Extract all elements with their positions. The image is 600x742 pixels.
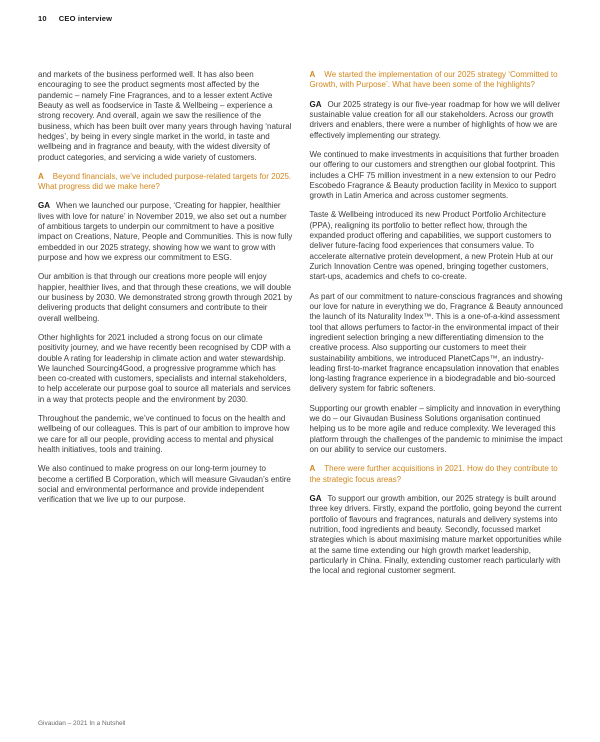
block-text: Other highlights for 2021 included a strong focus on our climate positivity journey, and we have recently been recognised by CDP with a double A rating for leadership in climate action and water stewardship. We launched Sourcing4Good, a progressive programme which has been co-created with customers, specialists and internal stakeholders, to help accelerate our purpose goal to source all materials and services in a way that protects people and the environment by 2030.: [38, 332, 291, 404]
paragraph: [38, 70, 293, 163]
block-text: As part of our commitment to nature-conscious fragrances and showing our love for nature in everything we do, Fragrance & Beauty announced the launch of its Naturality Index™. This is a one-of-a-kind assessment tool that allows perfumers to factor-in the environmental impact of their ingredient selection bringing a new differentiating dimension to the creative process. Also supporting our customers to meet their sustainability ambitions, we introduced PlanetCaps™, an industry-leading first-to-market fragrance encapsulation innovation that enables long-lasting fragrance experience in a biodegradable and bio-sourced delivery system for fabric softeners.: [309, 291, 563, 394]
block-text: There were further acquisitions in 2021. How do they contribute to the strategic focus areas?: [309, 464, 558, 484]
block-text: Supporting our growth enabler – simplicity and innovation in everything we do – our Givaudan Business Solutions organisation continued helping us to be more agile and reduce complexity. We leveraged this platform through the challenges of the pandemic to minimise the impact on our ability to service our customers.: [309, 403, 563, 454]
interview-question: [310, 70, 565, 91]
paragraph: [38, 272, 293, 324]
block-text: We started the implementation of our 2025 strategy ‘Committed to Growth, with Purpose’. What have been some of the highlights?: [309, 70, 558, 90]
answer-label: GA: [38, 201, 50, 211]
block-text: Throughout the pandemic, we’ve continued to focus on the health and wellbeing of our colleagues. This is part of our ambition to improve how we care for all our people, providing access to mental and physical health initiatives, tools and training.: [38, 414, 290, 454]
question-label: A: [309, 70, 316, 79]
interview-answer: [310, 100, 565, 141]
left-column: [38, 70, 293, 585]
page-header: [38, 14, 112, 23]
page-number: 10: [38, 14, 47, 23]
block-text: and markets of the business performed well. It has also been encouraging to see the product segments most affected by the pandemic – namely Fine Fragrances, and to a lesser extent Active Beauty as well as foodservice in Taste & Wellbeing – experience a strong recovery. And overall, again we saw the resilience of the business, which has been built over many years through having ‘natural hedges’, by being in every single market in the world, in taste and wellbeing and in fragrance and beauty, with the widest diversity of product categories, and servicing a wide variety of customers.: [38, 70, 292, 162]
block-text: We also continued to make progress on our long-term journey to become a certified B Corporation, which will measure Givaudan’s entire social and environmental performance and provide independent verification that we live up to our purpose.: [38, 464, 291, 505]
interview-answer: [38, 201, 293, 263]
right-column: [310, 70, 565, 585]
content-columns: [38, 70, 564, 585]
block-text: To support our growth ambition, our 2025 strategy is built around three key drivers. Firstly, expand the portfolio, going beyond the current portfolio of flavours and fragrances, naturals and delivery systems into nutrition, food ingredients and beauty. Secondly, focussed market strategies which is about maximising mature market opportunities while at the same time extending our high growth market leadership, particularly in China. Finally, extending customer reach particularly with the local and regional customer segment.: [309, 493, 562, 576]
paragraph: [38, 464, 293, 505]
answer-label: GA: [309, 99, 322, 109]
answer-label: GA: [309, 493, 322, 503]
paragraph: [38, 414, 293, 455]
block-text: Our ambition is that through our creations more people will enjoy happier, healthier lives, and that through these creations, we will double our business by 2030. We demonstrated strong growth through 2021 by delivering products that delight consumers and contribute to their overall wellbeing.: [38, 272, 293, 323]
page-footer: [38, 720, 125, 727]
paragraph: [38, 333, 293, 405]
interview-question: [38, 172, 293, 193]
footer-text: Givaudan – 2021 In a Nutshell: [38, 720, 126, 727]
block-text: When we launched our purpose, ‘Creating for happier, healthier lives with love for nature’ in November 2019, we also set out a number of ambitious targets to underpin our commitment to have a positive impact on Creations, Nature, People and Communities. This is now fully embedded in our 2025 strategy, showing how we want to grow with purpose and how we express our commitment to ESG.: [38, 201, 293, 262]
block-text: Taste & Wellbeing introduced its new Product Portfolio Architecture (PPA), realigning its portfolio to better reflect how, through the expanded product offering and capabilities, we support customers to deliver future-facing food experiences that consumers value. To accelerate alternative protein development, a new Protein Hub at our Zurich Innovation Centre was opened, bringing together customers, start-ups, academics and chefs to co-create.: [309, 210, 554, 282]
section-title: CEO interview: [58, 14, 113, 23]
question-label: A: [309, 464, 316, 474]
block-text: Our 2025 strategy is our five-year roadmap for how we will deliver sustainable value creation for all our stakeholders. Across our growth drivers and enablers, there were a number of highlights of how we are effectively implementing our strategy.: [309, 99, 561, 140]
block-text: Beyond financials, we’ve included purpose-related targets for 2025. What progress did we make here?: [38, 171, 292, 192]
paragraph: [310, 150, 565, 202]
paragraph: [310, 210, 565, 282]
paragraph: [310, 292, 565, 395]
block-text: We continued to make investments in acquisitions that further broaden our offering to our customers and strengthen our global footprint. This includes a CHF 75 million investment in a new extension to our Pedro Escobedo Fragrance & Beauty production facility in Mexico to support growth in Latin America and across customer segments.: [309, 149, 559, 201]
interview-answer: [310, 494, 565, 577]
interview-question: [310, 464, 565, 485]
paragraph: [310, 404, 565, 456]
question-label: A: [38, 171, 44, 181]
